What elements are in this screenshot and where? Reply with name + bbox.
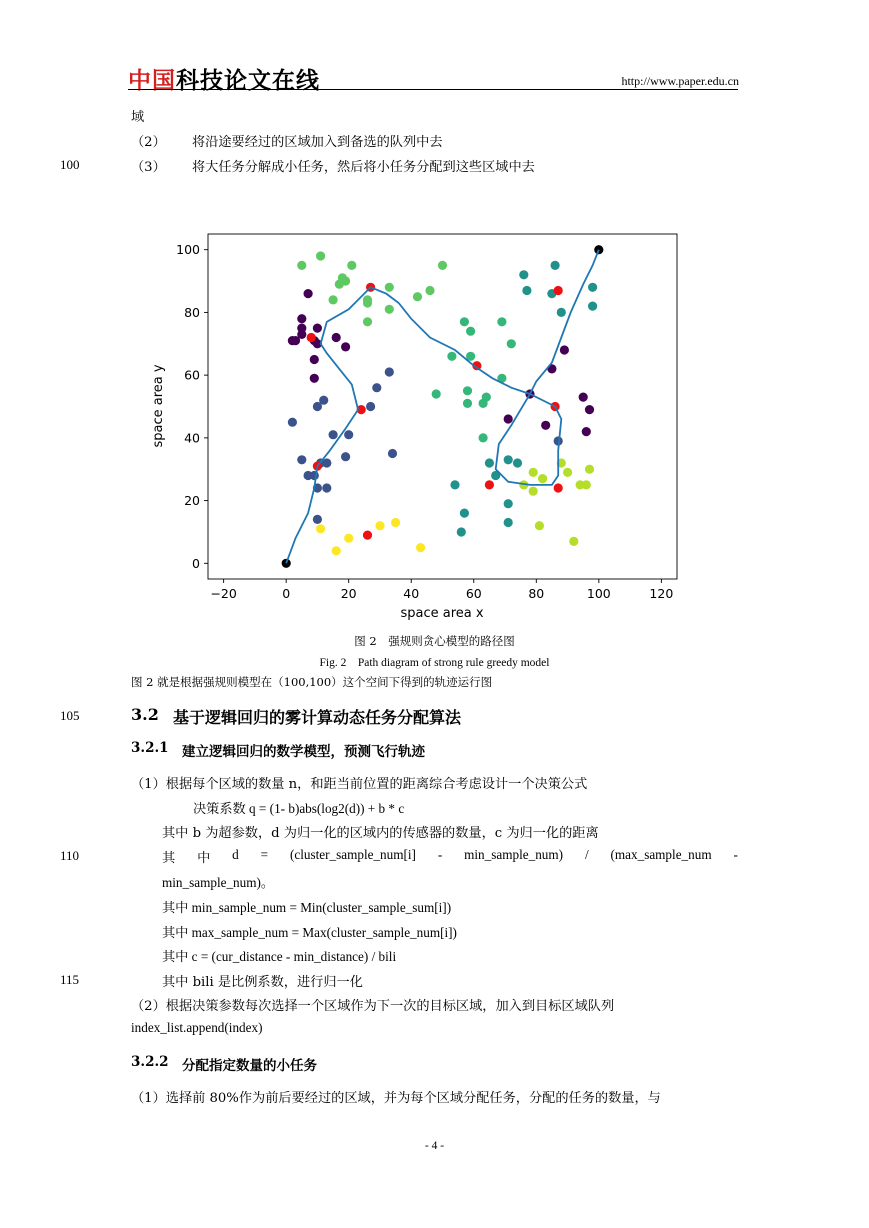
- data-point: [522, 286, 531, 295]
- y-tick-label: 0: [192, 555, 200, 571]
- data-point: [541, 421, 550, 430]
- data-point: [554, 286, 563, 295]
- data-point: [585, 405, 594, 414]
- data-point: [425, 286, 434, 295]
- data-point: [582, 480, 591, 489]
- data-point: [463, 399, 472, 408]
- data-point: [316, 251, 325, 260]
- data-point: [313, 402, 322, 411]
- y-tick-label: 80: [184, 304, 200, 320]
- data-point: [416, 543, 425, 552]
- data-point: [579, 393, 588, 402]
- paragraph-1: （1）根据每个区域的数量 n，和距当前位置的距离综合考虑设计一个决策公式: [131, 777, 588, 792]
- data-point: [372, 383, 381, 392]
- paragraph-3: 其中 b 为超参数，d 为归一化的区域内的传感器的数量，c 为归一化的距离: [162, 826, 599, 841]
- data-point: [329, 295, 338, 304]
- data-point: [335, 280, 344, 289]
- list-text-2: 将沿途要经过的区域加入到备选的队列中去: [192, 135, 443, 150]
- data-point: [513, 458, 522, 467]
- data-point: [450, 480, 459, 489]
- data-point: [310, 471, 319, 480]
- data-point: [479, 433, 488, 442]
- data-point: [385, 367, 394, 376]
- formula-min: 其中 min_sample_num = Min(cluster_sample_sum[i]): [162, 900, 452, 915]
- section-3-2-number: 3.2: [131, 705, 159, 724]
- data-point: [569, 537, 578, 546]
- data-point: [529, 468, 538, 477]
- formula-d-continued: min_sample_num)。: [162, 875, 275, 890]
- page-number: - 4 -: [424, 1140, 445, 1152]
- section-3-2-2-title: 分配指定数量的小任务: [182, 1058, 317, 1074]
- data-point: [588, 302, 597, 311]
- formula-d: [162, 847, 738, 866]
- data-point: [497, 317, 506, 326]
- data-point: [588, 283, 597, 292]
- line-number-115: 115: [60, 972, 80, 987]
- formula-d-part: 其: [162, 850, 176, 865]
- data-point: [297, 455, 306, 464]
- data-point: [313, 324, 322, 333]
- data-point: [341, 342, 350, 351]
- data-point: [391, 518, 400, 527]
- x-tick-label: −20: [210, 586, 237, 601]
- figure-caption-en: Fig. 2 Path diagram of strong rule greedy model: [319, 657, 550, 669]
- formula-d-part: /: [584, 847, 589, 862]
- data-point: [313, 515, 322, 524]
- figure-caption-cn: 图 2 强规则贪心模型的路径图: [354, 634, 515, 648]
- data-point: [519, 270, 528, 279]
- section-3-2-title: 基于逻辑回归的雾计算动态任务分配算法: [173, 708, 462, 727]
- data-point: [535, 521, 544, 530]
- data-point: [322, 483, 331, 492]
- data-point: [332, 333, 341, 342]
- list-text-3: 将大任务分解成小任务，然后将小任务分配到这些区域中去: [192, 160, 535, 175]
- formula-d-part: 中: [197, 850, 211, 865]
- data-point: [594, 245, 603, 254]
- data-point: [363, 531, 372, 540]
- data-point: [504, 455, 513, 464]
- logo-part-2: 科技论文在线: [176, 68, 320, 94]
- formula-q: 决策系数 q = (1- b)abs(log2(d)) + b * c: [193, 801, 405, 816]
- line-number-110: 110: [60, 848, 80, 863]
- data-point: [363, 298, 372, 307]
- y-tick-label: 100: [176, 242, 200, 258]
- data-point: [447, 352, 456, 361]
- data-point: [557, 308, 566, 317]
- formula-d-part: (max_sample_num: [610, 847, 712, 862]
- list-number-2: （2）: [131, 135, 166, 150]
- data-point: [482, 393, 491, 402]
- data-point: [460, 317, 469, 326]
- data-point: [432, 389, 441, 398]
- data-point: [385, 283, 394, 292]
- data-point: [332, 546, 341, 555]
- section-3-2-1-number: 3.2.1: [131, 740, 169, 756]
- data-point: [341, 452, 350, 461]
- logo-part-1: 中国: [128, 68, 176, 94]
- data-point: [463, 386, 472, 395]
- data-point: [304, 289, 313, 298]
- data-point: [363, 317, 372, 326]
- x-tick-label: 120: [649, 586, 674, 601]
- formula-d-part: =: [260, 847, 269, 862]
- x-tick-label: 0: [282, 586, 291, 601]
- y-axis-label: space area y: [151, 364, 166, 448]
- data-point: [466, 327, 475, 336]
- text-line-1: 域: [131, 110, 145, 125]
- data-point: [297, 314, 306, 323]
- header-url[interactable]: http://www.paper.edu.cn: [621, 74, 739, 88]
- data-point: [538, 474, 547, 483]
- section-3-2-2-number: 3.2.2: [131, 1054, 169, 1070]
- x-tick-label: 80: [528, 586, 545, 601]
- plot-frame: [208, 234, 677, 579]
- data-point: [560, 345, 569, 354]
- data-point: [529, 487, 538, 496]
- paragraph-11: （1）选择前 80%作为前后要经过的区域，并为每个区域分配任务，分配的任务的数量，与: [131, 1091, 661, 1106]
- section-3-2-1-title: 建立逻辑回归的数学模型，预测飞行轨迹: [182, 744, 425, 760]
- x-axis-label: space area x: [400, 606, 484, 621]
- data-point: [329, 430, 338, 439]
- data-point: [282, 559, 291, 568]
- x-tick-label: 60: [465, 586, 482, 601]
- formula-d-part: -: [733, 847, 738, 862]
- data-point: [347, 261, 356, 270]
- paragraph-bili: 其中 bili 是比例系数，进行归一化: [162, 975, 363, 990]
- data-point: [504, 414, 513, 423]
- y-tick-label: 20: [184, 493, 200, 509]
- data-point: [504, 518, 513, 527]
- data-point: [485, 480, 494, 489]
- data-point: [375, 521, 384, 530]
- line-number-100: 100: [60, 157, 80, 172]
- formula-d-part: min_sample_num): [464, 847, 564, 862]
- list-number-3: （3）: [131, 160, 166, 175]
- data-point: [310, 355, 319, 364]
- data-point: [507, 339, 516, 348]
- data-point: [485, 458, 494, 467]
- data-point: [438, 261, 447, 270]
- y-tick-label: 60: [184, 367, 200, 383]
- data-point: [413, 292, 422, 301]
- x-tick-label: 40: [403, 586, 420, 601]
- data-point: [297, 261, 306, 270]
- data-point: [344, 534, 353, 543]
- code-index-append: index_list.append(index): [131, 1020, 263, 1035]
- data-point: [388, 449, 397, 458]
- data-point: [366, 402, 375, 411]
- data-point: [344, 430, 353, 439]
- data-point: [316, 524, 325, 533]
- formula-max: 其中 max_sample_num = Max(cluster_sample_num[i]): [162, 925, 457, 940]
- formula-c: 其中 c = (cur_distance - min_distance) / bili: [162, 949, 397, 964]
- data-point: [288, 336, 297, 345]
- paragraph-2: （2）根据决策参数每次选择一个区域作为下一次的目标区域，加入到目标区域队列: [131, 999, 615, 1014]
- data-point: [585, 465, 594, 474]
- data-point: [310, 374, 319, 383]
- formula-d-part: (cluster_sample_num[i]: [289, 847, 416, 862]
- data-point: [551, 261, 560, 270]
- data-point: [307, 333, 316, 342]
- y-axis-ticks: [176, 242, 208, 571]
- data-point: [582, 427, 591, 436]
- data-point: [554, 483, 563, 492]
- data-point: [288, 418, 297, 427]
- formula-d-part: -: [437, 847, 443, 862]
- x-tick-label: 100: [586, 586, 611, 601]
- data-point: [460, 508, 469, 517]
- data-point: [504, 499, 513, 508]
- x-tick-label: 20: [340, 586, 357, 601]
- data-point: [563, 468, 572, 477]
- y-tick-label: 40: [184, 430, 200, 446]
- figure-description: 图 2 就是根据强规则模型在（100,100）这个空间下得到的轨迹运行图: [131, 675, 493, 689]
- formula-d-part: d: [232, 847, 239, 862]
- data-point: [457, 527, 466, 536]
- x-axis-ticks: [210, 579, 673, 601]
- data-point: [385, 305, 394, 314]
- line-number-105: 105: [60, 708, 80, 723]
